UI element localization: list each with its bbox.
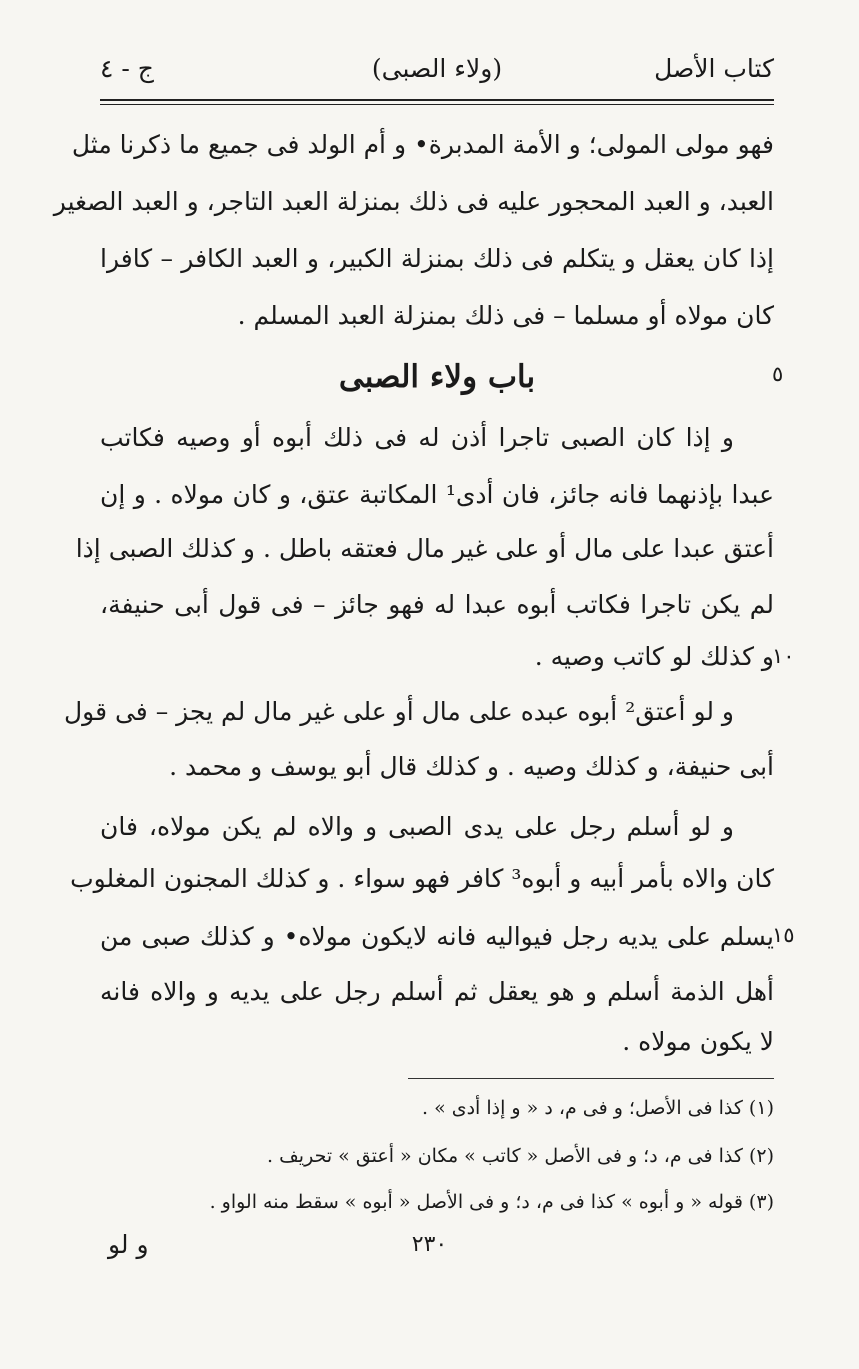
header-rule-thick <box>100 99 774 101</box>
text-line: و لو أسلم رجل على يدى الصبى و والاه لم يكن مولاه، فان <box>100 812 734 841</box>
text-line: أهل الذمة أسلم و هو يعقل ثم أسلم رجل على يديه و والاه فانه <box>100 977 774 1006</box>
text-line: إذا كان يعقل و يتكلم فى ذلك بمنزلة الكبير، و العبد الكافر – كافرا <box>100 244 774 273</box>
line-number-10: ١٠ <box>772 644 795 668</box>
text-line: كان والاه بأمر أبيه و أبوه³ كافر فهو سواء . و كذلك المجنون المغلوب <box>70 864 774 893</box>
text-line: كان مولاه أو مسلما – فى ذلك بمنزلة العبد المسلم . <box>237 301 774 330</box>
text-line: لم يكن تاجرا فكاتب أبوه عبدا له فهو جائز – فى قول أبى حنيفة، <box>100 590 774 619</box>
text-line: العبد، و العبد المحجور عليه فى ذلك بمنزلة العبد التاجر، و العبد الصغير <box>53 187 774 216</box>
text-line: و لو أعتق² أبوه عبده على مال أو على غير مال لم يجز – فى قول <box>63 697 734 726</box>
line-number-15: ١٥ <box>772 923 795 947</box>
text-line: أبى حنيفة، و كذلك وصيه . و كذلك قال أبو يوسف و محمد . <box>169 752 774 781</box>
footnote-1: (١) كذا فى الأصل؛ و فى م، د « و إذا أدى » . <box>421 1097 774 1119</box>
footnote-rule <box>408 1078 774 1079</box>
text-line: فهو مولى المولى؛ و الأمة المدبرة• و أم الولد فى جميع ما ذكرنا مثل <box>71 130 774 159</box>
catchword: و لو <box>108 1230 149 1259</box>
text-line: لا يكون مولاه . <box>622 1027 774 1056</box>
header-rule-thin <box>100 104 774 105</box>
footnote-2: (٢) كذا فى م، د؛ و فى الأصل « كاتب » مكان « أعتق » تحريف . <box>267 1145 774 1167</box>
book-title: كتاب الأصل <box>654 54 774 83</box>
text-line: أعتق عبدا على مال أو على غير مال فعتقه باطل . و كذلك الصبى إذا <box>75 534 774 563</box>
section-heading: باب ولاء الصبى <box>338 359 536 395</box>
footnote-3: (٣) قوله « و أبوه » كذا فى م، د؛ و فى الأصل « أبوه » سقط منه الواو . <box>209 1191 774 1213</box>
text-line: عبدا بإذنهما فانه جائز، فان أدى¹ المكاتبة عتق، و كان مولاه . و إن <box>100 480 774 509</box>
running-header <box>100 54 774 96</box>
text-line: و كذلك لو كاتب وصيه . <box>534 642 774 671</box>
page-number: ٢٣٠ <box>411 1232 448 1257</box>
chapter-title: (ولاء الصبى) <box>371 54 503 83</box>
text-line: يسلم على يديه رجل فيواليه فانه لايكون مولاه• و كذلك صبى من <box>100 922 775 951</box>
line-number-5: ٥ <box>772 362 784 386</box>
text-line: و إذا كان الصبى تاجرا أذن له فى ذلك أبوه أو وصيه فكاتب <box>100 423 734 452</box>
volume-number: ج - ٤ <box>100 54 154 83</box>
